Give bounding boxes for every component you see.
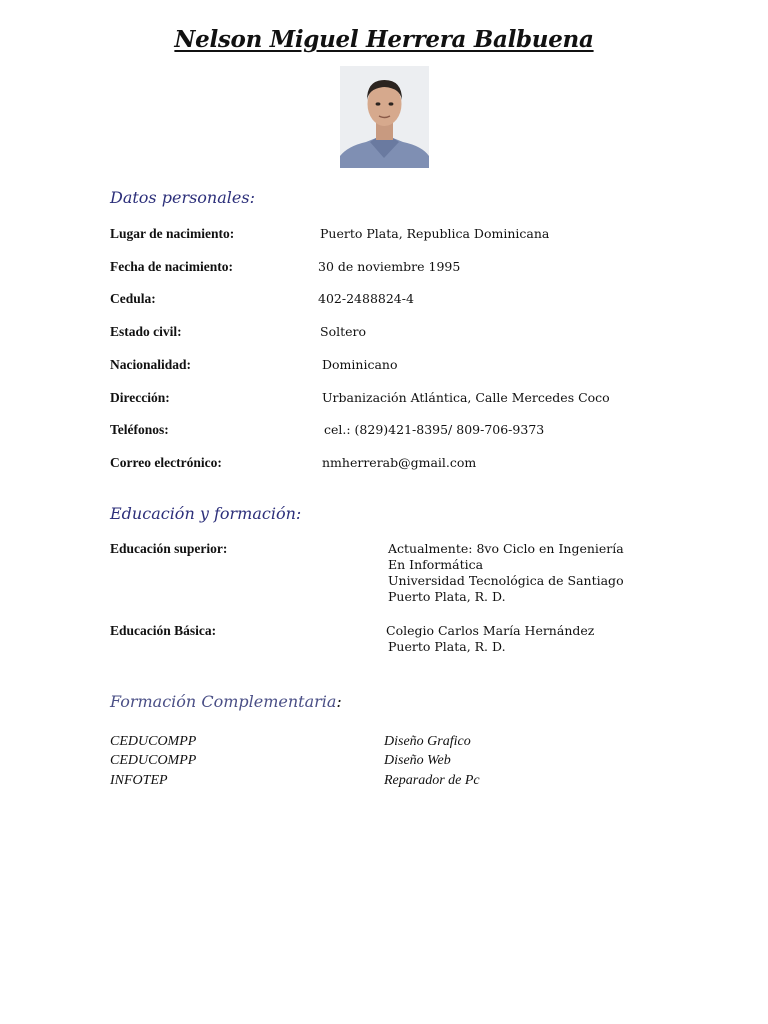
complementary-heading <box>110 692 342 711</box>
course-institution: CEDUCOMPP <box>110 734 197 749</box>
complementary-heading-text: Formación Complementaria <box>110 692 337 711</box>
birthdate-value: 30 de noviembre 1995 <box>318 259 461 274</box>
birthplace-value: Puerto Plata, Republica Dominicana <box>320 226 550 241</box>
higher-education-line: Actualmente: 8vo Ciclo en Ingeniería <box>388 541 624 556</box>
birthdate-label: Fecha de nacimiento: <box>110 259 233 274</box>
phones-value: cel.: (829)421-8395/ 809-706-9373 <box>324 422 545 437</box>
higher-education-line: Puerto Plata, R. D. <box>388 589 506 604</box>
resume-title: Nelson Miguel Herrera Balbuena <box>174 26 594 53</box>
email-value: nmherrerab@gmail.com <box>322 455 477 470</box>
course-name: Reparador de Pc <box>384 773 480 788</box>
email-label: Correo electrónico: <box>110 455 222 470</box>
phones-label: Teléfonos: <box>110 422 169 437</box>
basic-education-line: Puerto Plata, R. D. <box>388 639 506 654</box>
higher-education-line: En Informática <box>388 557 484 572</box>
personal-data-heading: Datos personales: <box>110 188 255 207</box>
complementary-heading-colon: : <box>336 692 342 711</box>
civil-status-value: Soltero <box>320 324 367 339</box>
course-institution: CEDUCOMPP <box>110 753 197 768</box>
course-institution: INFOTEP <box>110 773 168 788</box>
address-value: Urbanización Atlántica, Calle Mercedes Coco <box>322 390 610 405</box>
id-value: 402-2488824-4 <box>318 291 414 306</box>
profile-photo <box>340 66 429 168</box>
course-name: Diseño Grafico <box>384 734 471 749</box>
nationality-value: Dominicano <box>322 357 398 372</box>
higher-education-label: Educación superior: <box>110 541 228 556</box>
higher-education-line: Universidad Tecnológica de Santiago <box>388 573 624 588</box>
civil-status-label: Estado civil: <box>110 324 182 339</box>
basic-education-label: Educación Básica: <box>110 623 217 638</box>
nationality-label: Nacionalidad: <box>110 357 192 372</box>
course-name: Diseño Web <box>384 753 451 768</box>
birthplace-label: Lugar de nacimiento: <box>110 226 235 241</box>
basic-education-line: Colegio Carlos María Hernández <box>386 623 595 638</box>
education-heading: Educación y formación: <box>110 504 302 523</box>
id-label: Cedula: <box>110 291 156 306</box>
address-label: Dirección: <box>110 390 170 405</box>
